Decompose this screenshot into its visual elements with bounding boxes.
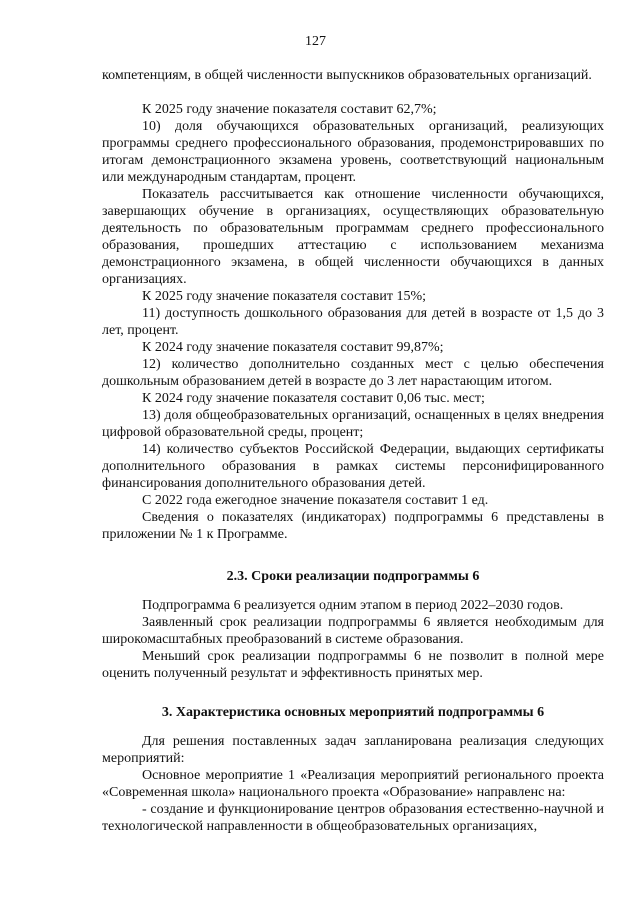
paragraph: К 2024 году значение показателя составит 0,06 тыс. мест; [142,391,485,406]
paragraph: компетенциям, в общей численности выпускников образовательных организаций. [102,68,592,83]
paragraph: 14) количество субъектов Российской Федерации, выдающих сертификаты дополнительного образования в рамках системы персонифицированного финансирования дополнительного образования детей. [102,442,604,491]
section-heading-2-3: 2.3. Сроки реализации подпрограммы 6 [226,569,480,584]
paragraph: Сведения о показателях (индикаторах) подпрограммы 6 представлены в приложении № 1 к Программе. [102,510,604,542]
section-heading-3: 3. Характеристика основных мероприятий подпрограммы 6 [161,705,545,720]
paragraph: К 2024 году значение показателя составит 99,87%; [142,340,444,355]
paragraph: 10) доля обучающихся образовательных организаций, реализующих программы среднего профессионального образования, продемонстрировавших по итогам демонстрационного экзамена уровень, соответствующий национальным или международным стандартам, процент. [102,119,604,185]
paragraph: К 2025 году значение показателя составит 62,7%; [142,102,437,117]
paragraph: - создание и функционирование центров образования естественно-научной и технологической направленности в общеобразовательных организациях, [102,802,604,834]
paragraph: 12) количество дополнительно созданных мест с целью обеспечения дошкольным образованием детей в возрасте до 3 лет нарастающим итогом. [102,357,604,389]
paragraph: Показатель рассчитывается как отношение численности обучающихся, завершающих обучение в организациях, осуществляющих образовательную деятельность по образовательным программам среднего профессионального образования, прошедших аттестацию с использованием механизма демонстрационного экзамена, в общей численности обучающихся в данных организациях. [102,187,604,287]
paragraph: 13) доля общеобразовательных организаций, оснащенных в целях внедрения цифровой образовательной среды, процент; [102,408,604,440]
page-number: 127 [305,34,326,49]
paragraph: Меньший срок реализации подпрограммы 6 не позволит в полной мере оценить полученный результат и эффективность принятых мер. [102,649,604,681]
paragraph: К 2025 году значение показателя составит 15%; [142,289,427,304]
paragraph: С 2022 года ежегодное значение показателя составит 1 ед. [142,493,489,508]
paragraph: Для решения поставленных задач запланирована реализация следующих мероприятий: [102,734,604,766]
paragraph: Основное мероприятие 1 «Реализация мероприятий регионального проекта «Современная школа» национального проекта «Образование» направленс на: [102,768,604,800]
paragraph: Подпрограмма 6 реализуется одним этапом в период 2022–2030 годов. [142,598,564,613]
paragraph: 11) доступность дошкольного образования для детей в возрасте от 1,5 до 3 лет, процент. [102,306,604,338]
paragraph: Заявленный срок реализации подпрограммы 6 является необходимым для широкомасштабных преобразований в системе образования. [102,615,604,647]
